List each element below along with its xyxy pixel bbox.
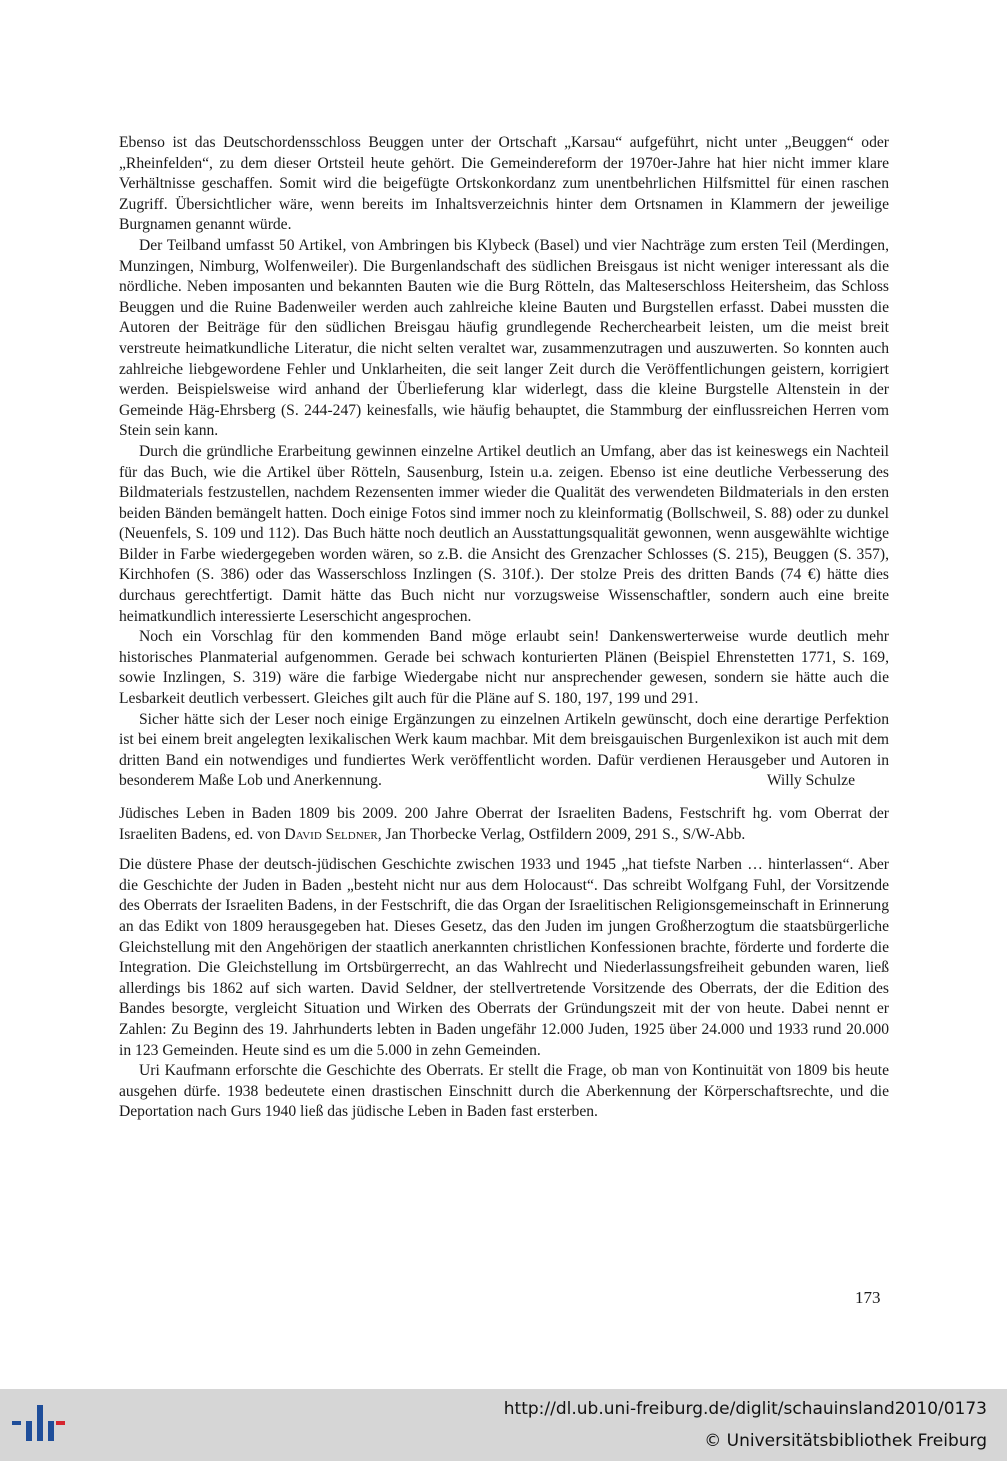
reviewer-signature: Willy Schulze [766,772,855,790]
review1-paragraph-5 [119,710,889,792]
page-body [119,133,889,1123]
review1-paragraph-5-text: Sicher hätte sich der Leser noch einige Ergänzungen zu einzelnen Artikeln gewünscht, doch eine derartige Perfektion ist bei einem breit angelegten lexikalischen Werk kaum machbar. Mit dem breisgauischen Burgenlexikon ist auch mit dem dritten Band ein notwendiges und fundiertes Werk veröffentlicht worden. Dafür verdienen Herausgeber und Autoren in besonderem Maße Lob und Anerkennung. [119,710,889,790]
review1-paragraph-4: Noch ein Vorschlag für den kommenden Band möge erlaubt sein! Dankenswerterweise wurde deutlich mehr historisches Planmaterial aufgenommen. Gerade bei schwach konturierten Plänen (Beispiel Ehrenstetten 1771, S. 169, sowie Inzlingen, S. 319) wäre die farbige Wiedergabe nicht nur ansprechender gewesen, sondern sie hätte auch die Lesbarkeit deutlich verbessert. Gleiches gilt auch für die Pläne auf S. 180, 197, 199 und 291. [119,628,889,708]
footer-url-link[interactable]: http://dl.ub.uni-freiburg.de/diglit/schauinsland2010/0173 [503,1399,987,1419]
review2-paragraph-1: Die düstere Phase der deutsch-jüdischen Geschichte zwischen 1933 und 1945 „hat tiefste Narben … hinterlassen“. Aber die Geschichte der Juden in Baden „besteht nicht nur aus dem Holocaust“. Das schreibt Wolfgang Fuhl, der Vorsitzende des Oberrats der Israeliten Badens, in der Festschrift, die das Organ der Israelitischen Religionsgemeinschaft in Erinnerung an das Edikt von 1809 herausgegeben hat. Dieses Gesetz, das den Juden im jungen Großherzogtum die staatsbürgerliche Gleichstellung mit den Angehörigen der staatlich anerkannten christlichen Konfessionen brachte, förderte und forderte die Integration. Die Gleichstellung im Ortsbürgerrecht, an das Wahlrecht und Niederlassungsfreiheit gebunden waren, ließ allerdings bis 1862 auf sich warten. David Seldner, der stellvertretende Vorsitzende des Oberrats, der die Edition des Bandes besorgte, vergleicht Situation und Wirken des Oberrats der Gründungszeit mit der von heute. Dabei nennt er Zahlen: Zu Beginn des 19. Jahrhunderts lebten in Baden ungefähr 12.000 Juden, 1925 über 24.000 und 1933 rund 20.000 in 123 Gemeinden. Heute sind es um die 5.000 in zehn Gemeinden. [119,856,889,1059]
review2-heading-editor: David Seldner [284,825,378,843]
footer-bar [0,1389,1007,1461]
review1-paragraph-1: Ebenso ist das Deutschordensschloss Beuggen unter der Ortschaft „Karsau“ aufgeführt, nicht unter „Beuggen“ oder „Rheinfelden“, zu dem dieser Ortsteil heute gehört. Die Gemeindereform der 1970er-Jahre hat hier nicht immer klare Verhältnisse geschaffen. Somit wird die beigefügte Ortskonkordanz zum unentbehrlichen Hilfsmittel für einen raschen Zugriff. Übersichtlicher wäre, wenn bereits im Inhaltsverzeichnis hinter dem Ortsnamen in Klammern der jeweilige Burgnamen genannt würde. [119,134,889,234]
review1-paragraph-3: Durch die gründliche Erarbeitung gewinnen einzelne Artikel deutlich an Umfang, aber das ist keineswegs ein Nachteil für das Buch, wie die Artikel über Rötteln, Sausenburg, Istein u.a. zeigen. Ebenso ist eine deutliche Verbesserung des Bildmaterials festzustellen, nachdem Rezensenten immer wieder die Qualität des verwendeten Bildmaterials in den ersten beiden Bänden bemängelt hatten. Doch einige Fotos sind immer noch zu kleinformatig (Bollschweil, S. 88) oder zu dunkel (Neuenfels, S. 109 und 112). Das Buch hätte noch deutlich an Ausstattungsqualität gewonnen, wenn ausgewählte wichtige Bilder in Farbe wiedergegeben worden wären, so z.B. die Ansicht des Grenzacher Schlosses (S. 215), Beuggen (S. 357), Kirchhofen (S. 386) oder das Wasserschloss Inzlingen (S. 310f.). Der stolze Preis des dritten Bands (74 €) hätte dies durchaus gerechtfertigt. Damit hätte das Buch nicht nur vorzugsweise Wissenschaftler, sondern auch eine breite heimatkundlich interessierte Leserschicht angesprochen. [119,442,889,625]
review2-heading-publisher: , Jan Thorbecke Verlag, Ostfildern 2009, 291 S., S/W-Abb. [377,825,746,843]
footer-copyright: © Universitätsbibliothek Freiburg [704,1431,987,1451]
review2-paragraph-2: Uri Kaufmann erforschte die Geschichte des Oberrats. Er stellt die Frage, ob man von Kontinuität von 1809 bis heute ausgehen dürfe. 1938 bedeutete einen drastischen Einschnitt durch die Aberkennung der Körperschaftsrechte, und die Deportation nach Gurs 1940 ließ das jüdische Leben in Baden fast ersterben. [119,1062,889,1121]
ub-freiburg-logo-icon [10,1401,66,1445]
review2-heading-title: Jüdisches Leben in Baden 1809 bis 2009. 200 Jahre Oberrat der Israeliten Badens, Festschrift hg. vom Oberrat der Israeliten Badens, ed. von [119,805,889,843]
page-number: 173 [855,1288,881,1307]
review2-heading [119,804,889,845]
review1-paragraph-2: Der Teilband umfasst 50 Artikel, von Ambringen bis Klybeck (Basel) und vier Nachträge zum ersten Teil (Merdingen, Munzingen, Nimburg, Wolfenweiler). Die Burgenlandschaft des südlichen Breisgaus ist nicht weniger interessant als die nördliche. Neben imposanten und bekannten Bauten wie die Burg Rötteln, das Malteserschloss Heitersheim, das Schloss Beuggen und die Ruine Badenweiler werden auch zahlreiche kleine Bauten und Burgstellen erfasst. Dabei mussten die Autoren der Beiträge für den südlichen Breisgau häufig grundlegende Recherchearbeit leisten, um die meist breit verstreute heimatkundliche Literatur, die nicht selten veraltet war, zusammenzutragen und auszuwerten. So konnten auch zahlreiche liebgewordene Fehler und Unklarheiten, die seit langer Zeit durch die Veröffentlichungen geistern, korrigiert werden. Beispielsweise wird anhand der Überlieferung klar widerlegt, dass die kleine Burgstelle Altenstein in der Gemeinde Häg-Ehrsberg (S. 244-247) keinesfalls, wie häufig behauptet, die Stammburg der einflussreichen Herren vom Stein sein kann. [119,236,889,440]
